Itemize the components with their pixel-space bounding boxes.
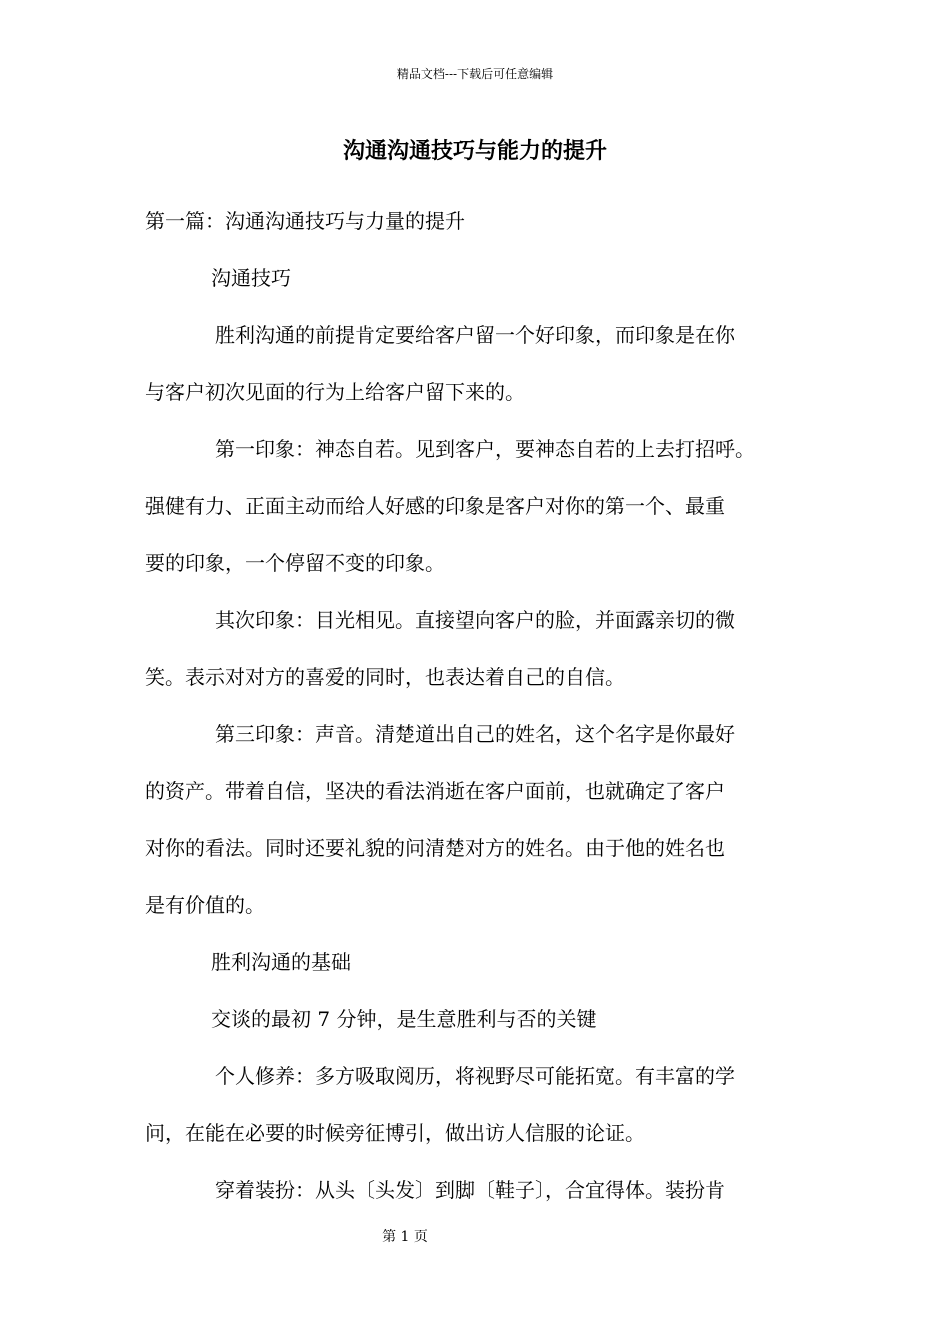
page-number: 第 1 页 (382, 1229, 428, 1245)
paragraph-line: 第三印象：声音。清楚道出自己的姓名，这个名字是你最好 (215, 722, 735, 746)
chapter-heading: 第一篇：沟通沟通技巧与力量的提升 (145, 209, 465, 233)
paragraph-line: 其次印象：目光相见。直接望向客户的脸，并面露亲切的微 (215, 608, 735, 632)
paragraph-line: 穿着装扮：从头〔头发〕到脚〔鞋子〕，合宜得体。装扮肯 (215, 1178, 725, 1202)
paragraph-line: 胜利沟通的前提肯定要给客户留一个好印象，而印象是在你 (215, 323, 735, 347)
paragraph-line: 要的印象，一个停留不变的印象。 (145, 551, 445, 575)
paragraph-line: 个人修养：多方吸取阅历，将视野尽可能拓宽。有丰富的学 (215, 1064, 735, 1088)
page-header: 精品文档---下载后可任意编辑 (396, 67, 554, 81)
document-body (145, 193, 807, 1219)
paragraph-line: 与客户初次见面的行为上给客户留下来的。 (145, 380, 525, 404)
paragraph-line: 是有价值的。 (145, 893, 265, 917)
section-heading: 沟通技巧 (211, 266, 291, 290)
paragraph-line: 的资产。带着自信，坚决的看法消逝在客户面前，也就确定了客户 (145, 779, 725, 803)
section-heading: 胜利沟通的基础 (211, 950, 351, 974)
paragraph-line: 强健有力、正面主动而给人好感的印象是客户对你的第一个、最重 (145, 494, 725, 518)
paragraph-line: 交谈的最初 7 分钟，是生意胜利与否的关键 (211, 1007, 597, 1031)
paragraph-line: 第一印象：神态自若。见到客户，要神态自若的上去打招呼。 (215, 437, 755, 461)
document-title: 沟通沟通技巧与能力的提升 (342, 138, 607, 164)
paragraph-line: 笑。表示对对方的喜爱的同时，也表达着自己的自信。 (145, 665, 625, 689)
paragraph-line: 对你的看法。同时还要礼貌的问清楚对方的姓名。由于他的姓名也 (145, 836, 725, 860)
paragraph-line: 问，在能在必要的时候旁征博引，做出访人信服的论证。 (145, 1121, 645, 1145)
